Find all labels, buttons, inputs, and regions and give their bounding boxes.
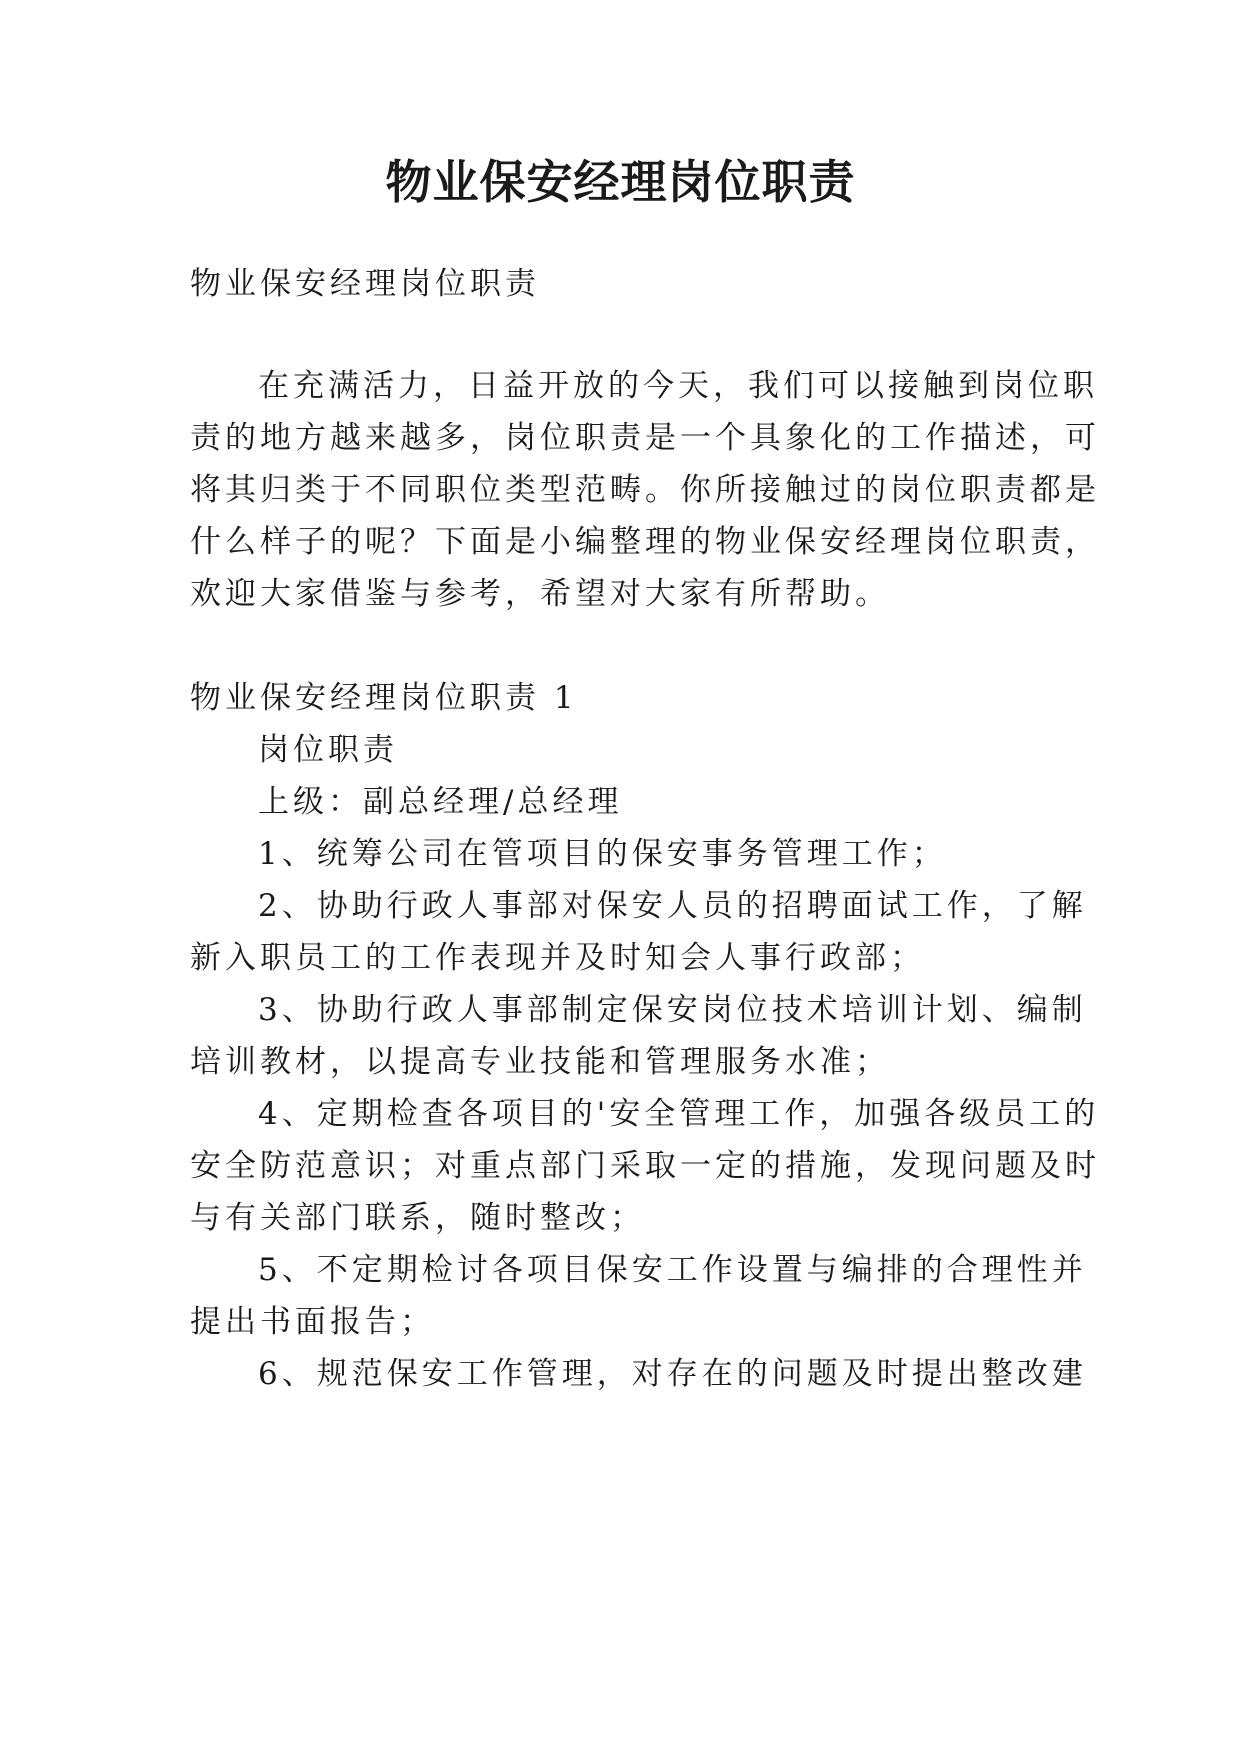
duty-line: 5、不定期检讨各项目保安工作设置与编排的合理性并 (258, 1252, 1087, 1288)
duty-line: 与有关部门联系，随时整改； (190, 1200, 645, 1236)
duty-line: 新入职员工的工作表现并及时知会人事行政部； (190, 940, 925, 976)
superior-line: 上级：副总经理/总经理 (258, 784, 623, 820)
section-heading: 物业保安经理岗位职责 1 (190, 680, 578, 716)
duty-line: 2、协助行政人事部对保安人员的招聘面试工作，了解 (258, 888, 1087, 924)
duty-line: 安全防范意识；对重点部门采取一定的措施，发现问题及时 (190, 1148, 1100, 1184)
role-label: 岗位职责 (258, 732, 398, 768)
subtitle: 物业保安经理岗位职责 (190, 266, 540, 302)
duty-line: 6、规范保安工作管理，对存在的问题及时提出整改建 (258, 1356, 1087, 1392)
intro-line: 欢迎大家借鉴与参考，希望对大家有所帮助。 (190, 576, 890, 612)
intro-line: 将其归类于不同职位类型范畴。你所接触过的岗位职责都是 (190, 472, 1100, 508)
intro-line: 什么样子的呢？下面是小编整理的物业保安经理岗位职责， (190, 524, 1100, 560)
duty-line: 3、协助行政人事部制定保安岗位技术培训计划、编制 (258, 992, 1087, 1028)
duty-line: 4、定期检查各项目的'安全管理工作，加强各级员工的 (258, 1096, 1100, 1132)
duty-line: 1、统筹公司在管项目的保安事务管理工作； (258, 836, 947, 872)
intro-line: 在充满活力，日益开放的今天，我们可以接触到岗位职 (258, 368, 1098, 404)
duty-line: 提出书面报告； (190, 1304, 435, 1340)
intro-line: 责的地方越来越多，岗位职责是一个具象化的工作描述，可 (190, 420, 1100, 456)
page-title: 物业保安经理岗位职责 (385, 155, 856, 209)
duty-line: 培训教材，以提高专业技能和管理服务水准； (190, 1044, 890, 1080)
